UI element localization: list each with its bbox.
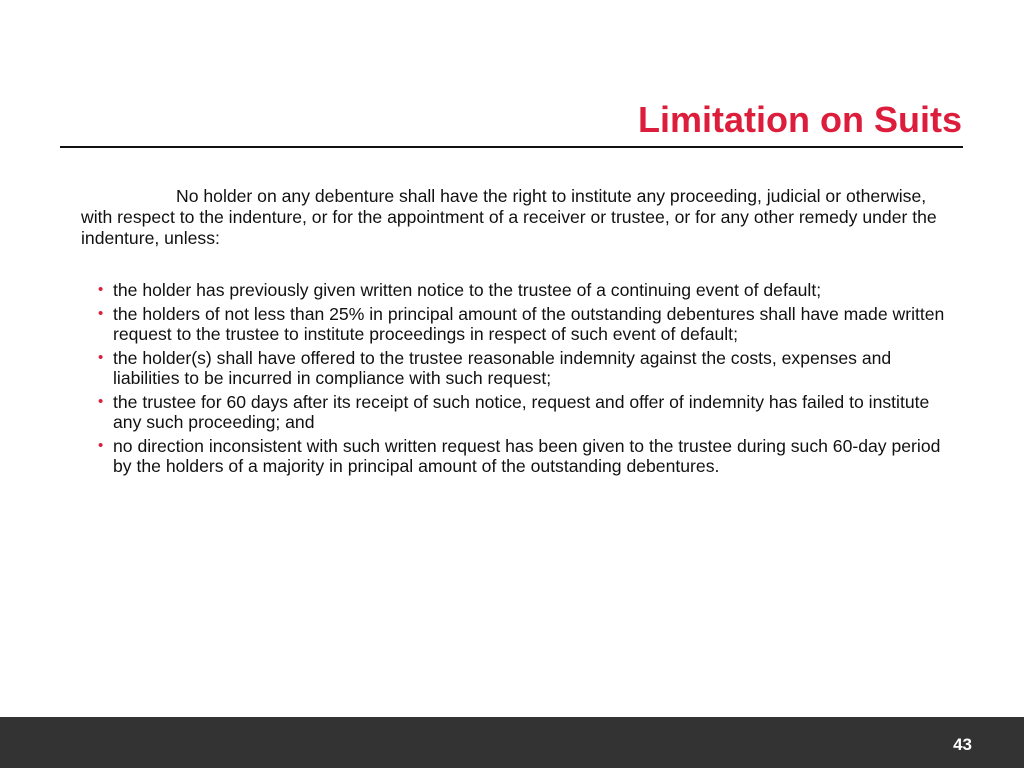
bullet-icon: • <box>98 436 104 454</box>
bullet-text: the holder(s) shall have offered to the trustee reasonable indemnity against the costs, expenses and liabilities to be incurred in compliance with such request; <box>113 347 892 388</box>
bullet-icon: • <box>98 392 104 410</box>
bullet-icon: • <box>98 281 104 298</box>
bullet-icon: • <box>98 348 104 366</box>
bullet-list <box>98 280 958 480</box>
bullet-text: no direction inconsistent with such written request has been given to the trustee during such 60-day period by the holders of a majority in principal amount of the outstanding debentures. <box>113 435 941 476</box>
list-item <box>98 436 958 477</box>
list-item <box>98 280 958 301</box>
title-divider <box>60 146 963 148</box>
bullet-icon: • <box>98 304 104 322</box>
list-item <box>98 304 958 345</box>
intro-paragraph: No holder on any debenture shall have the right to institute any proceeding, judicial or otherwise, with respect to the indenture, or for the appointment of a receiver or trustee, or for any other remedy under the indenture, unless: <box>81 186 937 248</box>
footer-bar <box>0 717 1024 768</box>
bullet-text: the holders of not less than 25% in principal amount of the outstanding debentures shall have made written request to the trustee to institute proceedings in respect of such event of default; <box>113 303 945 344</box>
list-item <box>98 392 958 433</box>
bullet-text: the holder has previously given written notice to the trustee of a continuing event of default; <box>113 280 822 300</box>
list-item <box>98 348 958 389</box>
bullet-text: the trustee for 60 days after its receipt of such notice, request and offer of indemnity has failed to institute any such proceeding; and <box>113 391 930 432</box>
slide-title: Limitation on Suits <box>638 99 962 140</box>
page-number: 43 <box>953 735 972 754</box>
